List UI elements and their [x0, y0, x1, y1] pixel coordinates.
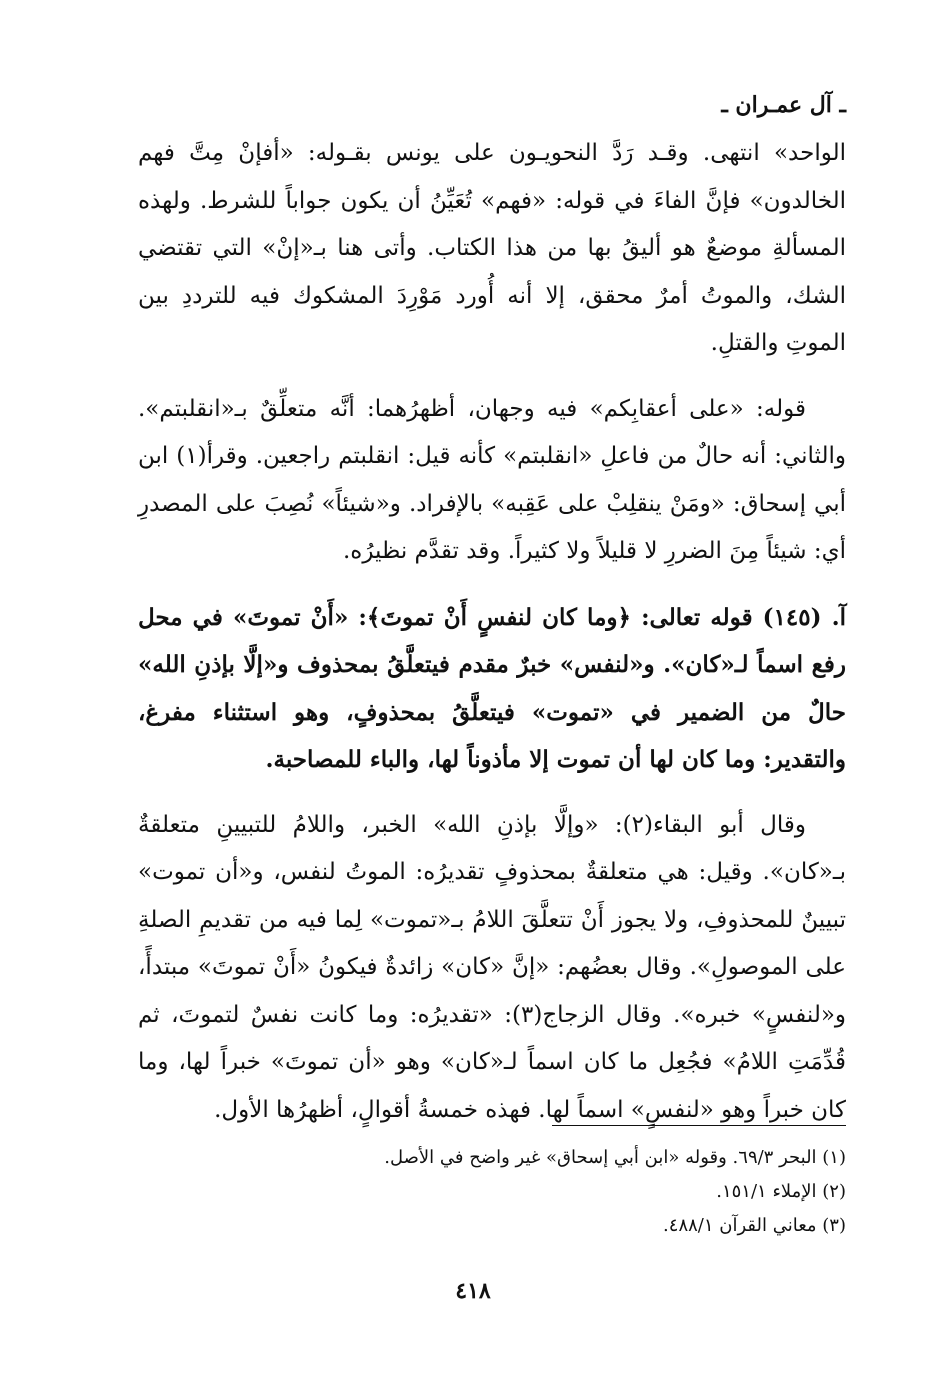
paragraph-4: وقال أبو البقاء(٢): «وإلَّا بإذنِ الله» الخبر، واللامُ للتبيينِ متعلقةٌ بـ«كان». وقيل: هي متعلقةٌ بمحذوفٍ تقديرُه: الموتُ لنفس، و«أن تموت» تبيينٌ للمحذوفِ، ولا يجوز أَنْ تتعلَّقَ اللامُ بـ«تموت» لِما فيه من تقديمِ الصلةِ على الموصولِ». وقال بعضُهم: «إنَّ «كان» زائدةٌ فيكونُ «أَنْ تموتَ» مبتدأً، و«لنفسٍ» خبره». وقال الزجاج(٣): «تقديرُه: وما كانت نفسٌ لتموتَ، ثم قُدِّمَتِ اللامُ» فجُعِل ما كان اسماً لـ«كان» وهو «أن تموتَ» خبراً لها، وما كان خبراً وهو «لنفسٍ» اسماً لها. فهذه خمسةُ أقوالٍ، أظهرُها الأول.: [138, 811, 847, 1123]
paragraph-2: قوله: «على أعقابِكم» فيه وجهان، أظهرُهما: أنَّه متعلِّقٌ بـ«انقلبتم». والثاني: أنه حالٌ من فاعلِ «انقلبتم» كأنه قيل: انقلبتم راجعين. وقرأ(١) ابن أبي إسحاق: «ومَنْ ينقلِبْ على عَقِبه» بالإفراد. و«شيئاً» نُصِبَ على المصدرِ أي: شيئاً مِنَ الضررِ لا قليلاً ولا كثيراً. وقد تقدَّم نظيرُه.: [138, 395, 846, 564]
running-header: ـ آل عمـران ـ: [721, 92, 846, 118]
page-number: ٤١٨: [455, 1278, 491, 1304]
footnote-3: (٣) معاني القرآن ٤٨٨/١.: [663, 1215, 846, 1236]
paragraph-3-verse-145: آ. (١٤٥) قوله تعالى: ﴿وما كان لنفسٍ أَنْ تموتَ﴾: «أَنْ تموتَ» في محل رفع اسماً لـ«كان». و«لنفس» خبرٌ مقدم فيتعلَّقُ بمحذوف و«إلَّا بإذنِ الله» حالٌ من الضمير في «تموت» فيتعلَّقُ بمحذوفٍ، وهو استثناء مفرغ، والتقدير: وما كان لها أن تموت إلا مأذوناً لها، والباء للمصاحبة.: [138, 603, 846, 773]
footnote-2: (٢) الإملاء ١٥١/١.: [716, 1181, 846, 1202]
footnote-1: (١) البحر ٦٩/٣. وقوله «ابن أبي إسحاق» غير واضح في الأصل.: [384, 1147, 846, 1168]
footnote-divider: [552, 1125, 846, 1126]
footnotes: [138, 1141, 846, 1243]
main-text: [138, 130, 846, 1152]
paragraph-1: الواحد» انتهى. وقـد رَدَّ النحويـون على يونس بقـوله: «أفإنْ مِتَّ فهم الخالدون» فإنَّ الفاءَ في قوله: «فهم» تُعَيِّنُ أن يكون جواباً للشرط. ولهذه المسألةِ موضعٌ هو أليقُ بها من هذا الكتاب. وأتى هنا بـ«إنْ» التي تقتضي الشك، والموتُ أمرٌ محقق، إلا أنه أُورد مَوْرِدَ المشكوك فيه للترددِ بين الموتِ والقتلِ.: [138, 140, 846, 356]
